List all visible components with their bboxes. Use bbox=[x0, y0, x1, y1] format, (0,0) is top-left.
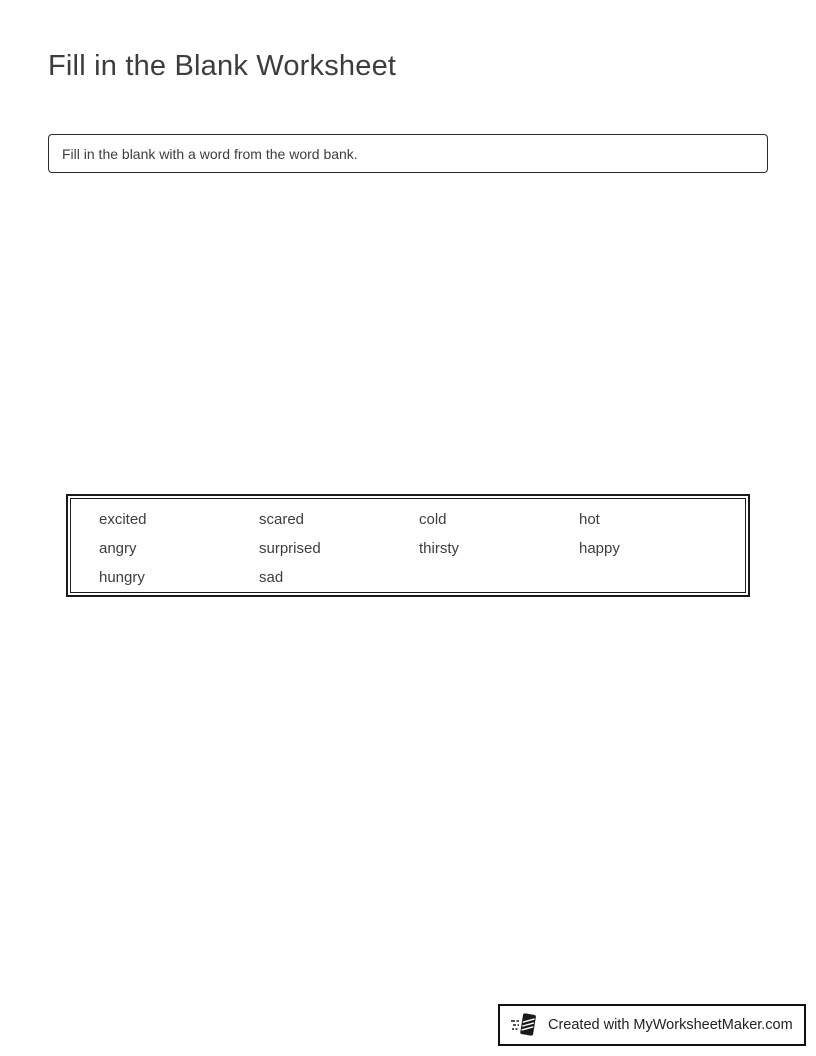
word-bank-word: excited bbox=[99, 511, 147, 528]
footer-credit-text: Created with MyWorksheetMaker.com bbox=[548, 1017, 793, 1033]
page-title: Fill in the Blank Worksheet bbox=[48, 50, 397, 82]
instruction-box bbox=[48, 134, 768, 173]
footer-credit-box bbox=[498, 1004, 806, 1046]
word-bank bbox=[66, 494, 750, 597]
word-bank-word: thirsty bbox=[419, 540, 460, 557]
word-bank-word: angry bbox=[99, 540, 137, 557]
word-bank-word: cold bbox=[419, 511, 447, 528]
instruction-text: Fill in the blank with a word from the word bank. bbox=[62, 145, 358, 162]
word-bank-grid bbox=[70, 498, 746, 593]
word-bank-word: hot bbox=[579, 511, 600, 528]
word-bank-word: happy bbox=[579, 540, 620, 557]
word-bank-word: sad bbox=[259, 569, 284, 586]
worksheet-maker-logo-icon bbox=[510, 1010, 540, 1040]
word-bank-word: hungry bbox=[99, 569, 145, 586]
word-bank-word: surprised bbox=[259, 540, 321, 557]
word-bank-word: scared bbox=[259, 511, 305, 528]
